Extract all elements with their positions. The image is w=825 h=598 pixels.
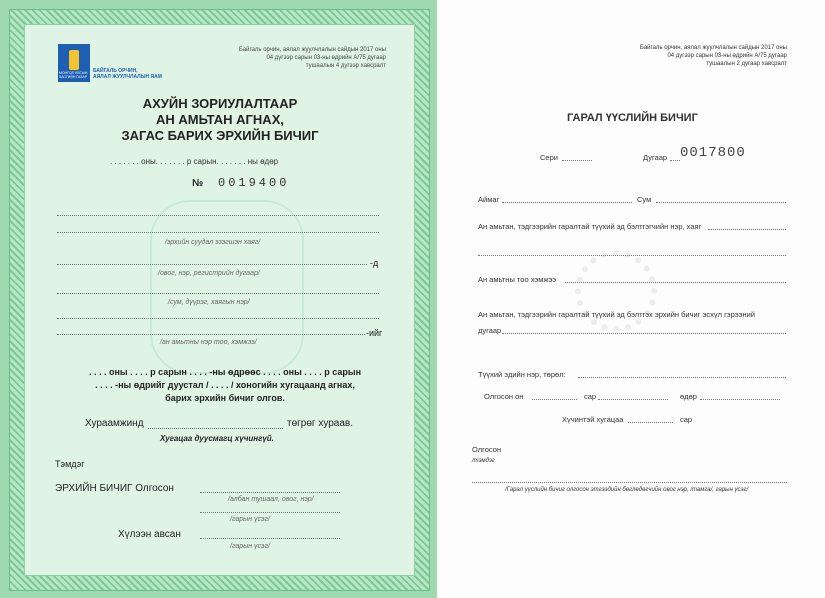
logo-text-line: ЗАСГИЙН ГАЗАР [59,75,88,79]
suffix-iig: -ийг [366,328,383,338]
logo-text-line: МОНГОЛ УЛСЫН [59,71,88,75]
permit-number: 0019400 [218,176,290,190]
footer-caption: /Гарал үүслийн бичиг олгосон этгээдийн бөглөдөгчийн овог нэр, /тамга/, гарын үсэг/ [505,487,749,493]
fill-line [57,318,379,319]
fill-line [57,264,367,265]
month-label: сар [584,392,597,401]
day-end-fill-line [700,399,780,400]
certificate-title: ГАРАЛ ҮҮСЛИЙН БИЧИГ [567,112,698,124]
validity-month-label: сар [680,415,693,424]
raw-material-fill-line [578,377,786,378]
issuer-label-right: Олгосон [472,445,502,454]
received-fill-line [200,538,340,539]
issued-caption: /албан тушаал, овог, нэр/ [228,496,314,503]
fill-line [57,215,379,216]
fill-line [57,232,379,233]
footer-fill-line [472,482,787,483]
signature-caption: /гарын үсэг/ [230,516,270,523]
preparer-label: Ан амьтан, тэдгээрийн гаралтай түүхий эд бэлтгэгчийн нэр, хаяг [478,222,702,231]
expiry-note: Хугацаа дуусмагц хүчингүй. [160,434,274,443]
suffix-d: -д [370,258,379,268]
issuer-caption: /эрхийн суудал эзэгшэн хаяг/ [165,239,261,246]
ministry-name-line: АЯЛАЛ ЖУУЛЧЛАЛЫН ЯАМ [93,74,162,80]
preparer-fill-line [708,229,786,230]
permit-period: . . . . оны . . . . р сарын . . . . -ны өдрөөс . . . . оны . . . . р сарын . . . . -ны өдрийг дуустал / . . . . / хоногийн хугацаанд агнах, барих эрхийн бичиг олгов. [88,367,362,403]
series-fill-line [562,160,592,161]
ministry-logo [58,44,168,82]
name-caption: /овог, нэр, регистрийн дугаар/ [158,270,260,277]
number-fill-line [670,160,680,161]
animal-quantity-fill-line [565,282,786,283]
sum-label: Сум [637,195,652,204]
issue-date-line: . . . . . . . оны. . . . . . . р сарын. . . . . . . ны өдөр [110,157,279,166]
issued-label: ЭРХИЙН БИЧИГ Олгосон [55,483,174,494]
aimag-label: Аймаг [478,195,500,204]
fee-suffix: төгрөг хураав. [287,418,354,429]
fee-fill-line [148,428,283,429]
certificate-number: 0017800 [680,145,746,161]
permit-ref-number-label: дугаар [478,326,502,335]
received-caption: /гарын үсэг/ [230,543,270,550]
watermark-emblem-icon [150,200,304,374]
preparer-fill-line-2 [478,255,786,256]
number-label-right: Дугаар [643,153,668,162]
received-label: Хүлээн авсан [118,529,181,540]
soyombo-emblem-icon [58,44,90,82]
annex-reference: Байгаль орчин, аялал жуулчлалын сайдын 2017 оны 04 дүгээр сарын 03-ны өдрийн А/75 дугаар тушаалын 4 дүгээр хавсралт [238,47,386,69]
watermark-flower-icon [575,250,657,332]
permit-title: АХУЙН ЗОРИУЛАЛТААР АН АМЬТАН АГНАХ, ЗАГАС БАРИХ ЭРХИЙН БИЧИГ [121,96,319,143]
address-caption: /сум, дүүрэг, хаягын нэр/ [168,299,250,306]
validity-label: Хүчинтэй хугацаа [562,415,624,424]
series-label: Сери [540,153,558,162]
animal-quantity-label: Ан амьтны тоо хэмжээ [478,275,557,284]
seal-label: Тэмдэг [55,459,85,469]
fill-line [57,334,365,335]
number-label: № [192,178,204,189]
raw-material-label: Түүхий эдийн нэр, төрөл: [478,370,566,379]
signature-fill-line [200,512,340,513]
permit-ref-label: Ан амьтан, тэдгээрийн гаралтай түүхий эд бэлтгэх эрхийн бичиг эсхүл гэрээний [478,310,755,319]
animal-caption: /ан амьтны нэр тоо, хэмжээ/ [160,339,257,346]
year-fill-line [532,399,577,400]
ministry-name-line: БАЙГАЛЬ ОРЧИН, [93,68,138,74]
annex-reference-right: Байгаль орчин, аялал жуулчлалын сайдын 2017 оны 04 дүгээр сарын 03-ны өдрийн А/75 дугаар тушаалын 2 дугаар хавсралт [639,45,787,67]
validity-fill-line [628,422,673,423]
day-label: өдөр [680,392,697,401]
day-fill-line [598,399,668,400]
permit-ref-fill-line [502,333,786,334]
issued-year-label: Олгосон он [484,392,524,401]
fill-line [57,293,379,294]
aimag-fill-line [502,202,632,203]
issuer-fill-line [200,492,340,493]
sum-fill-line [656,202,786,203]
seal-label-right: /тэмдэг [472,458,495,464]
fee-label: Хураамжинд [85,418,144,429]
